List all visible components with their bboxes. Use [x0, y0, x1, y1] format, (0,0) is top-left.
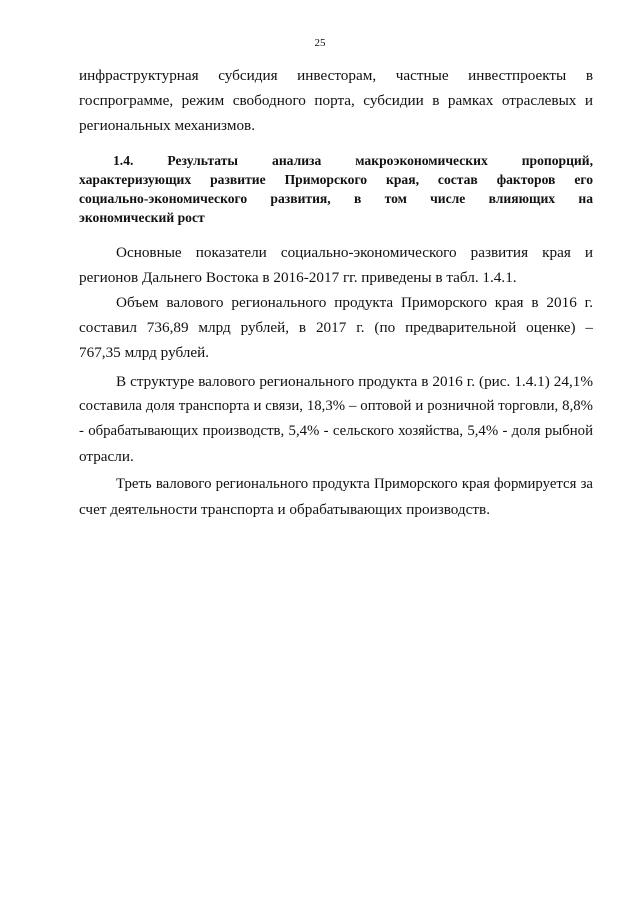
text-line: региональных механизмов.	[79, 117, 256, 134]
text-line: составила доля транспорта и связи, 18,3% – оптовой и розничной торговли, 8,8%	[79, 398, 593, 414]
body-paragraph	[79, 290, 593, 365]
text-line: Треть валового регионального продукта Приморского края формируется за	[116, 476, 593, 492]
section-title-part: Результаты анализа макроэкономических пропорций,	[167, 153, 593, 168]
heading-line: социально-экономического развития, в том числе влияющих на	[79, 191, 593, 206]
text-line: госпрограмме, режим свободного порта, субсидии в рамках отраслевых и	[79, 92, 593, 109]
text-line: составил 736,89 млрд рублей, в 2017 г. (по предварительной оценке) –	[79, 319, 593, 336]
text-line: инфраструктурная субсидия инвесторам, частные инвестпроекты в	[79, 67, 593, 84]
text-line: регионов Дальнего Востока в 2016-2017 гг. приведены в табл. 1.4.1.	[79, 269, 517, 286]
text-line: счет деятельности транспорта и обрабатывающих производств.	[79, 501, 490, 518]
text-line: 767,35 млрд рублей.	[79, 344, 210, 361]
text-line: - обрабатывающих производств, 5,4% - сельского хозяйства, 5,4% - доля рыбной	[79, 423, 593, 439]
heading-line: экономический рост	[79, 210, 205, 225]
text-line: В структуре валового регионального продукта в 2016 г. (рис. 1.4.1) 24,1%	[116, 373, 593, 390]
text-line: Основные показатели социально-экономического развития края и	[116, 244, 593, 261]
page-number: 25	[314, 37, 326, 49]
section-number: 1.4.	[113, 153, 134, 168]
text-line: Объем валового регионального продукта Приморского края в 2016 г.	[116, 294, 593, 311]
body-paragraph	[79, 369, 593, 469]
body-paragraph	[79, 240, 593, 290]
intro-paragraph	[79, 63, 593, 138]
heading-line	[113, 151, 593, 170]
body-paragraph	[79, 472, 593, 522]
section-heading	[79, 151, 593, 227]
text-line: отрасли.	[79, 448, 134, 465]
heading-line: характеризующих развитие Приморского края, состав факторов его	[79, 172, 593, 187]
